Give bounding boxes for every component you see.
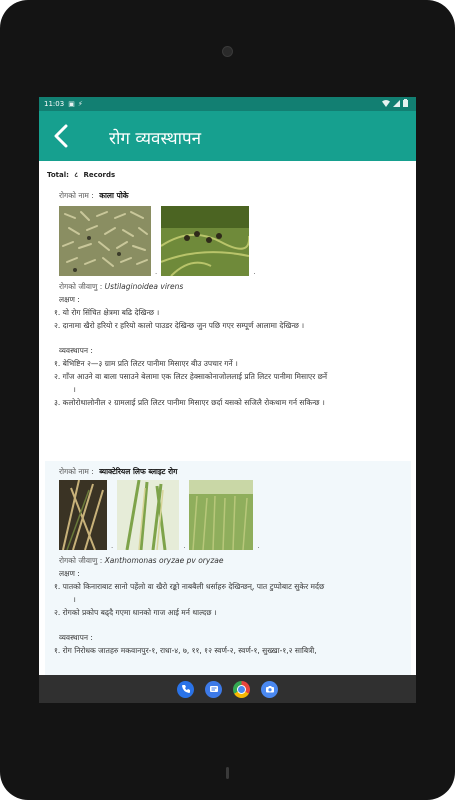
notification-icon: ▣ xyxy=(68,100,75,108)
disease-list[interactable] xyxy=(39,161,416,675)
signal-icon xyxy=(393,100,400,109)
disease-images: . . . xyxy=(51,480,405,550)
symptom-item: १. यो रोग सिंचित क्षेत्रमा बढि देखिन्छ । xyxy=(54,308,160,317)
management-item: ३. कलोरोथालोनील २ ग्रामलाई प्रति लिटर पानीमा मिसाएर छर्दा यसको सजिलै रोकथाम गर्न सकिन्छ । xyxy=(54,398,325,407)
records-label: Records xyxy=(83,171,116,179)
back-button[interactable] xyxy=(49,123,75,149)
pathogen-row xyxy=(51,280,405,293)
sync-icon: ⚡ xyxy=(77,100,83,108)
management-item-continuation: । xyxy=(73,385,76,394)
arrow-left-icon xyxy=(49,123,75,149)
disease-card[interactable] xyxy=(45,461,411,675)
device-screen xyxy=(39,97,416,703)
pathogen-label: रोगको जीवाणु : xyxy=(59,282,103,291)
phone-app-icon[interactable] xyxy=(177,681,194,698)
management-label: व्यवस्थापन : xyxy=(59,346,93,355)
pathogen-name: Xanthomonas oryzae pv oryzae xyxy=(104,556,224,565)
wifi-icon xyxy=(382,100,390,109)
disease-name: ब्याक्टेरियल लिफ ब्लाइट रोग xyxy=(99,467,178,476)
total-count: ८ xyxy=(74,171,79,179)
status-time: 11:03 xyxy=(44,100,65,108)
app-dock xyxy=(39,675,416,703)
symptom-item: २. रोगको प्रकोप बढ्दै गएमा धानको गाज आई मर्न थाल्दछ । xyxy=(54,608,217,617)
total-label: Total: xyxy=(47,171,69,179)
disease-photo-panicle[interactable] xyxy=(161,206,249,276)
disease-name-row xyxy=(51,467,405,477)
management-item: १. रोग निरोधक जातहरु मकवानपुर-१, राधा-४, ७, ११, १२ स्वर्ण-२, स्वर्ण-१, सुख्खा-१,२ साबित्री, xyxy=(54,646,317,655)
symptom-item: २. दानामा खैरो हरियो र हरियो कालो पाउडर देखिन्छ जुन पछि गएर सम्पूर्ण आलामा देखिन्छ । xyxy=(54,321,305,330)
disease-name-label: रोगको नाम : xyxy=(59,191,94,200)
chrome-app-icon[interactable] xyxy=(233,681,250,698)
status-bar xyxy=(39,97,416,111)
total-records xyxy=(47,171,118,180)
disease-name: काला पोके xyxy=(99,191,129,200)
home-indicator xyxy=(226,767,229,779)
management-item: २. गाँज आउने वा बाला पसाउने बेलामा एक लिटर हेक्साकोनाजोललाई प्रति लिटर पानीमा मिसाएर छर्ने xyxy=(54,372,328,381)
disease-card[interactable] xyxy=(45,185,411,453)
symptoms-label: लक्षण : xyxy=(59,569,80,578)
management-label: व्यवस्थापन : xyxy=(59,633,93,642)
disease-photo-grains[interactable] xyxy=(59,206,151,276)
pathogen-name: Ustilaginoidea virens xyxy=(104,282,184,291)
disease-photo-field[interactable] xyxy=(189,480,253,550)
front-camera xyxy=(222,46,233,57)
pathogen-label: रोगको जीवाणु : xyxy=(59,556,103,565)
disease-photo-leaves[interactable] xyxy=(59,480,107,550)
messages-app-icon[interactable] xyxy=(205,681,222,698)
pathogen-row xyxy=(51,554,405,567)
symptom-item: १. पातको किनाराबाट सानो पहेंलो वा खैरो रङ्को नाबबैली धर्साहरु देखिन्छन्, पात टुप्पोबाट सुकेर मर्दछ xyxy=(54,582,325,591)
symptoms-label: लक्षण : xyxy=(59,295,80,304)
disease-name-label: रोगको नाम : xyxy=(59,467,94,476)
disease-name-row xyxy=(51,191,405,201)
disease-photo-blades[interactable] xyxy=(117,480,179,550)
battery-icon xyxy=(403,99,408,109)
app-bar xyxy=(39,111,416,161)
symptom-item-continuation: । xyxy=(73,595,76,604)
page-title: रोग व्यवस्थापन xyxy=(109,129,202,149)
camera-app-icon[interactable] xyxy=(261,681,278,698)
disease-images: . . xyxy=(51,204,405,276)
management-item: १. बेभिष्टिन २—३ ग्राम प्रति लिटर पानीमा मिसाएर बीउ उपचार गर्ने । xyxy=(54,359,238,368)
